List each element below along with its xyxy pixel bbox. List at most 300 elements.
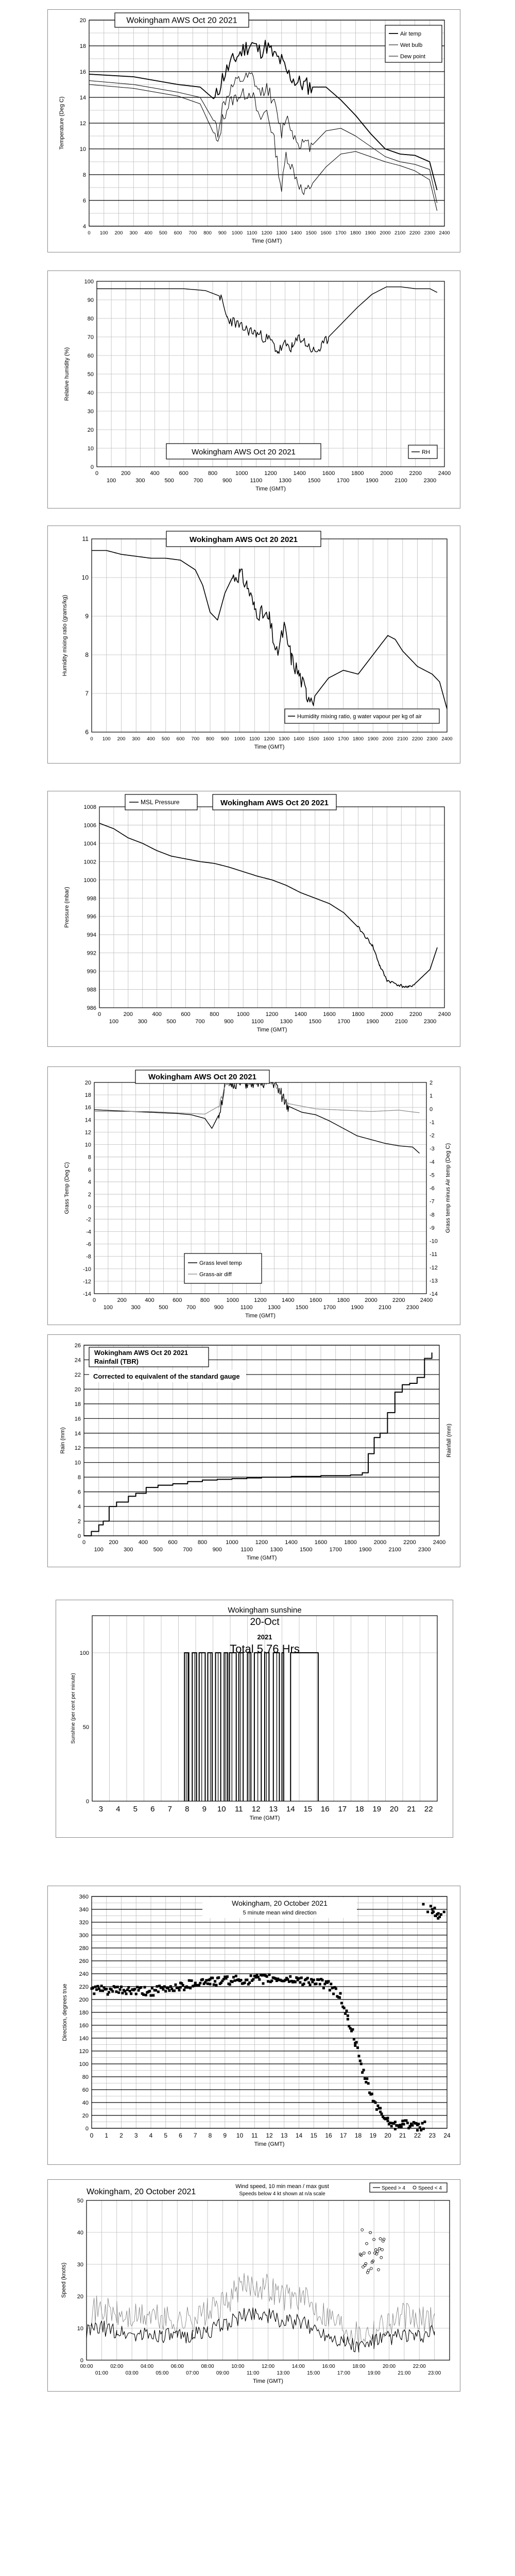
- x-tick-label: 21: [407, 1805, 416, 1814]
- x-tick-label: 6: [150, 1805, 155, 1814]
- direction-point: [215, 1984, 217, 1987]
- x-tick-label: 1800: [352, 1011, 365, 1018]
- direction-point: [417, 2123, 420, 2125]
- y-tick-label: -1: [430, 1119, 435, 1126]
- y-tick-label: -14: [430, 1291, 438, 1297]
- x-tick-label: 1500: [300, 1547, 313, 1553]
- x-tick-label: 300: [135, 478, 145, 484]
- direction-point: [145, 1994, 147, 1996]
- x-tick-label: 800: [197, 1539, 208, 1546]
- x-tick-label: 11: [251, 2132, 258, 2139]
- direction-point: [361, 2071, 364, 2074]
- x-tick-label: 600: [179, 470, 188, 477]
- direction-point: [135, 1993, 138, 1995]
- direction-point: [374, 2102, 377, 2104]
- x-tick-label: 17: [338, 1805, 347, 1814]
- x-tick-label: 2100: [397, 736, 408, 742]
- y-tick-label: 1008: [83, 804, 96, 810]
- y-tick-label: -14: [83, 1291, 91, 1297]
- x-axis-label: Time (GMT): [254, 2141, 285, 2147]
- direction-point: [96, 1985, 99, 1988]
- x-tick-label: 100: [106, 478, 116, 484]
- y-tick-label: 0: [90, 464, 94, 470]
- direction-point: [289, 1975, 291, 1978]
- direction-point: [365, 2081, 367, 2083]
- direction-point: [437, 1912, 440, 1914]
- x-tick-label: 1600: [320, 230, 332, 236]
- y-tick-label: 280: [79, 1945, 89, 1952]
- x-tick-label: 1200: [265, 1011, 279, 1018]
- x-tick-label: 8: [185, 1805, 190, 1814]
- speed-chart: [48, 2180, 460, 2391]
- low-speed-point: [379, 2238, 382, 2240]
- x-tick-label: 300: [129, 230, 138, 236]
- x-tick-label: 1600: [309, 1297, 322, 1303]
- x-tick-label: 2400: [438, 1011, 451, 1018]
- y-tick-label: 4: [82, 224, 86, 230]
- y-tick-label: 100: [84, 279, 94, 285]
- y-tick-label: 6: [85, 728, 89, 736]
- x-tick-label: 1900: [366, 1019, 379, 1025]
- direction-point: [347, 2014, 349, 2017]
- x-tick-label: 11:00: [246, 2370, 260, 2376]
- x-tick-label: 2000: [373, 1539, 387, 1546]
- x-tick-label: 18: [354, 2132, 362, 2139]
- direction-point: [156, 1985, 158, 1988]
- y-tick-label: 140: [79, 2036, 89, 2042]
- direction-point: [364, 2077, 366, 2080]
- y-tick-label: -6: [430, 1185, 435, 1192]
- x-tick-label: 14: [295, 2132, 303, 2139]
- direction-point: [177, 1987, 179, 1989]
- y-tick-label: 6: [82, 198, 86, 204]
- y-tick-label: 14: [79, 95, 86, 101]
- x-tick-label: 08:00: [201, 2364, 214, 2369]
- x-tick-label: 1100: [250, 478, 263, 484]
- direction-point: [270, 1979, 273, 1982]
- direction-point: [169, 1985, 172, 1988]
- x-tick-label: 10: [217, 1805, 226, 1814]
- direction-point: [340, 2002, 343, 2004]
- sunshine-burst: [239, 1653, 243, 1801]
- direction-point: [354, 2044, 356, 2047]
- x-tick-label: 3: [98, 1805, 103, 1814]
- direction-point: [403, 2123, 405, 2126]
- y-tick-label: 8: [88, 1154, 91, 1161]
- direction-point: [248, 1981, 251, 1984]
- direction-point: [191, 1979, 193, 1982]
- direction-point: [142, 1993, 145, 1996]
- x-tick-label: 05:00: [156, 2370, 169, 2376]
- legend-label: Speed < 4: [418, 2185, 442, 2191]
- x-tick-label: 400: [144, 230, 152, 236]
- x-tick-label: 0: [95, 470, 99, 477]
- sunshine-burst: [265, 1653, 269, 1801]
- direction-point: [124, 1990, 126, 1992]
- direction-point: [335, 1987, 337, 1990]
- y-tick-label: 4: [77, 1504, 81, 1511]
- direction-point: [188, 1979, 191, 1982]
- y-tick-label: 8: [85, 651, 89, 658]
- y-axis-label: Grass temp minus Air temp (Deg C): [445, 1143, 451, 1233]
- sunshine-burst: [199, 1653, 205, 1801]
- chart-title: Wokingham AWS Oct 20 2021: [192, 448, 296, 456]
- direction-point: [111, 1990, 114, 1993]
- y-tick-label: -3: [430, 1146, 435, 1153]
- y-tick-label: 20: [82, 2113, 89, 2119]
- x-tick-label: 4: [149, 2132, 153, 2139]
- y-axis-label: Speed (knots): [61, 2262, 67, 2298]
- legend-label: Humidity mixing ratio, g water vapour per kg of air: [297, 714, 422, 720]
- x-tick-label: 5: [133, 1805, 138, 1814]
- direction-point: [434, 1914, 437, 1917]
- pressure-series: [99, 823, 437, 988]
- x-tick-label: 500: [161, 736, 170, 742]
- x-tick-label: 1500: [295, 1304, 308, 1311]
- y-tick-label: 60: [87, 353, 94, 359]
- y-axis-label: Grass Temp (Deg C): [64, 1162, 70, 1214]
- direction-point: [94, 1986, 97, 1988]
- temp-chart-panel: [47, 9, 460, 252]
- x-tick-label: 2300: [406, 1304, 419, 1311]
- x-tick-label: 2400: [438, 470, 451, 477]
- direction-point: [211, 1977, 214, 1979]
- x-tick-label: 1900: [359, 1547, 372, 1553]
- direction-point: [148, 1990, 151, 1992]
- grass-temp-series: [94, 1082, 420, 1154]
- x-tick-label: 1000: [226, 1539, 238, 1546]
- legend-label: Speed > 4: [382, 2185, 405, 2191]
- x-tick-label: 1500: [307, 478, 321, 484]
- legend-label: Air temp: [400, 31, 421, 37]
- x-tick-label: 9: [223, 2132, 227, 2139]
- y-tick-label: 0: [430, 1106, 433, 1113]
- x-tick-label: 400: [150, 470, 160, 477]
- x-tick-label: 2200: [392, 1297, 405, 1303]
- x-tick-label: 2000: [365, 1297, 377, 1303]
- x-tick-label: 1100: [251, 1019, 264, 1025]
- direction-point: [232, 1976, 235, 1978]
- direction-point: [222, 1978, 225, 1980]
- y-tick-label: 120: [79, 2048, 89, 2055]
- direction-point: [401, 2120, 404, 2122]
- direction-point: [266, 1975, 268, 1978]
- x-tick-label: 1300: [268, 1304, 281, 1311]
- direction-point: [252, 1978, 254, 1980]
- y-tick-label: -7: [430, 1198, 435, 1205]
- direction-point: [379, 2107, 382, 2109]
- y-tick-label: 14: [74, 1430, 81, 1437]
- x-tick-label: 1: [105, 2132, 109, 2139]
- x-tick-label: 900: [220, 736, 229, 742]
- direction-point: [437, 1917, 439, 1920]
- chart-title: Wokingham AWS Oct 20 2021: [148, 1073, 257, 1082]
- x-tick-label: 04:00: [140, 2364, 154, 2369]
- x-tick-label: 1000: [235, 470, 248, 477]
- direction-point: [262, 1982, 265, 1985]
- y-tick-label: 24: [74, 1357, 81, 1364]
- direction-point: [363, 2069, 365, 2071]
- direction-point: [416, 2129, 419, 2131]
- direction-point: [307, 1981, 310, 1984]
- direction-point: [129, 1990, 131, 1992]
- x-tick-label: 1400: [285, 1539, 298, 1546]
- x-tick-label: 1500: [308, 736, 319, 742]
- x-tick-label: 7: [193, 2132, 197, 2139]
- x-tick-label: 2000: [382, 736, 393, 742]
- direction-point: [426, 1911, 429, 1913]
- y-tick-label: 8: [82, 172, 86, 178]
- y-tick-label: 16: [84, 1105, 91, 1111]
- y-tick-label: 200: [79, 1997, 89, 2003]
- low-speed-point: [368, 2251, 371, 2254]
- direction-point: [345, 2009, 348, 2012]
- chart-title: Wokingham sunshine: [228, 1606, 302, 1615]
- x-tick-label: 1000: [234, 736, 246, 742]
- grass-chart-panel: [47, 1066, 460, 1325]
- y-tick-label: 20: [87, 427, 94, 433]
- y-tick-label: 90: [87, 297, 94, 303]
- y-tick-label: 998: [87, 895, 96, 902]
- x-tick-label: 1700: [336, 478, 350, 484]
- x-tick-label: 2100: [388, 1547, 401, 1553]
- legend-label: Grass level temp: [199, 1260, 242, 1266]
- direction-point: [375, 2108, 378, 2111]
- y-tick-label: -13: [430, 1278, 438, 1284]
- direction-point: [256, 1974, 259, 1976]
- y-tick-label: -2: [430, 1132, 435, 1139]
- x-tick-label: 07:00: [186, 2370, 199, 2376]
- direction-point: [205, 1979, 208, 1981]
- direction-point: [332, 1993, 335, 1995]
- direction-point: [331, 1987, 334, 1989]
- x-tick-label: 1400: [282, 1297, 295, 1303]
- direction-point: [421, 2122, 424, 2125]
- y-tick-label: 994: [87, 932, 96, 939]
- direction-point: [310, 1978, 313, 1980]
- x-tick-label: 19: [372, 1805, 382, 1814]
- y-axis-label: Humidity mixing ratio (grams/kg): [62, 595, 68, 676]
- rain-chart: [48, 1335, 460, 1567]
- x-tick-label: 2200: [411, 736, 423, 742]
- x-tick-label: 20:00: [382, 2364, 396, 2369]
- low-speed-point: [378, 2247, 381, 2250]
- x-tick-label: 2400: [441, 736, 453, 742]
- y-tick-label: 26: [74, 1343, 81, 1349]
- x-tick-label: 13: [269, 1805, 278, 1814]
- direction-point: [317, 1978, 320, 1981]
- x-tick-label: 1500: [305, 230, 317, 236]
- direction-point: [254, 1976, 257, 1978]
- y-tick-label: 30: [77, 2262, 83, 2268]
- legend-label: MSL Pressure: [141, 799, 180, 806]
- x-tick-label: 500: [159, 230, 167, 236]
- x-tick-label: 2100: [394, 478, 407, 484]
- x-tick-label: 700: [191, 736, 200, 742]
- direction-point: [299, 1981, 301, 1984]
- x-tick-label: 6: [179, 2132, 182, 2139]
- direction-point: [126, 1989, 129, 1991]
- x-tick-label: 2200: [409, 1011, 422, 1018]
- y-tick-label: 20: [77, 2294, 83, 2300]
- direction-point: [303, 1982, 305, 1985]
- x-tick-label: 18: [355, 1805, 364, 1814]
- x-tick-label: 1000: [226, 1297, 239, 1303]
- x-tick-label: 600: [181, 1011, 191, 1018]
- y-tick-label: -10: [430, 1238, 438, 1245]
- y-tick-label: 16: [74, 1416, 81, 1422]
- y-tick-label: 6: [88, 1166, 91, 1173]
- x-tick-label: 09:00: [216, 2370, 229, 2376]
- x-tick-label: 1700: [335, 230, 347, 236]
- direction-point: [235, 1975, 237, 1977]
- direction-point: [93, 1992, 95, 1995]
- y-tick-label: 990: [87, 969, 96, 975]
- x-tick-label: 10:00: [231, 2364, 245, 2369]
- x-tick-label: 1700: [323, 1304, 336, 1311]
- y-tick-label: 30: [87, 409, 94, 415]
- legend-label: Wet bulb: [400, 42, 423, 48]
- low-speed-point: [361, 2229, 364, 2231]
- x-tick-label: 900: [218, 230, 227, 236]
- x-axis-label: Time (GMT): [254, 744, 285, 750]
- direction-point: [226, 1975, 229, 1978]
- x-tick-label: 1900: [351, 1304, 364, 1311]
- direction-point: [209, 1983, 212, 1986]
- direction-point: [288, 1980, 290, 1983]
- x-tick-label: 16:00: [322, 2364, 335, 2369]
- x-tick-label: 2200: [409, 470, 422, 477]
- x-tick-label: 4: [116, 1805, 121, 1814]
- y-tick-label: 50: [87, 371, 94, 378]
- y-tick-label: -8: [86, 1253, 91, 1260]
- x-tick-label: 1100: [240, 1304, 253, 1311]
- x-tick-label: 100: [103, 1304, 113, 1311]
- x-tick-label: 600: [174, 230, 182, 236]
- direction-point: [92, 1987, 94, 1989]
- direction-point: [168, 1989, 170, 1992]
- sunshine-burst: [282, 1653, 284, 1801]
- y-tick-label: 80: [82, 2074, 89, 2080]
- direction-point: [183, 1989, 185, 1991]
- direction-point: [105, 1988, 108, 1990]
- y-tick-label: 40: [82, 2100, 89, 2106]
- y-axis-label: Sunshine (per cent per minute): [71, 1673, 76, 1744]
- y-tick-label: -12: [430, 1264, 438, 1271]
- x-tick-label: 9: [202, 1805, 207, 1814]
- y-tick-label: -2: [86, 1216, 91, 1223]
- y-axis-label: Direction, degrees true: [62, 1984, 68, 2041]
- x-tick-label: 13: [281, 2132, 288, 2139]
- direction-point: [306, 1977, 309, 1979]
- x-tick-label: 1800: [337, 1297, 350, 1303]
- x-tick-label: 900: [222, 478, 232, 484]
- x-tick-label: 200: [117, 1297, 127, 1303]
- x-tick-label: 700: [188, 230, 197, 236]
- y-tick-label: -5: [430, 1172, 435, 1179]
- y-tick-label: 996: [87, 913, 96, 920]
- direction-point: [422, 1903, 425, 1906]
- rain-chart-panel: [47, 1334, 460, 1567]
- direction-point: [434, 1907, 436, 1909]
- x-tick-label: 200: [123, 1011, 133, 1018]
- x-tick-label: 1200: [264, 470, 277, 477]
- y-tick-label: -10: [83, 1266, 91, 1273]
- direction-point: [229, 1983, 231, 1986]
- direction-point: [154, 1989, 157, 1992]
- x-tick-label: 200: [117, 736, 126, 742]
- direction-point: [250, 1974, 252, 1977]
- direction-point: [125, 1992, 128, 1995]
- x-tick-label: 14:00: [291, 2364, 305, 2369]
- direction-point: [130, 1992, 132, 1995]
- grass-chart: [48, 1067, 460, 1325]
- x-tick-label: 0: [82, 1539, 86, 1546]
- direction-point: [329, 1989, 331, 1991]
- low-speed-point: [369, 2231, 372, 2234]
- x-tick-label: 2100: [395, 1019, 408, 1025]
- y-tick-label: 6: [77, 1489, 81, 1496]
- x-tick-label: 21:00: [398, 2370, 411, 2376]
- sunshine-burst: [290, 1653, 318, 1801]
- x-tick-label: 1600: [314, 1539, 328, 1546]
- x-tick-label: 300: [132, 736, 141, 742]
- x-tick-label: 1200: [264, 736, 275, 742]
- mix-chart: [48, 526, 460, 763]
- x-tick-label: 22: [424, 1805, 433, 1814]
- direction-point: [231, 1980, 234, 1983]
- x-tick-label: 1900: [365, 230, 376, 236]
- pres-chart: [48, 791, 460, 1046]
- x-tick-label: 1900: [366, 478, 379, 484]
- y-tick-label: 0: [88, 1204, 91, 1211]
- direction-point: [217, 1976, 220, 1979]
- direction-point: [300, 1976, 303, 1979]
- x-tick-label: 1100: [249, 736, 260, 742]
- direction-point: [387, 2117, 389, 2120]
- direction-point: [376, 2105, 379, 2107]
- x-tick-label: 14: [286, 1805, 295, 1814]
- direction-point: [116, 1986, 119, 1988]
- y-tick-label: 10: [84, 1142, 91, 1148]
- chart-date: 20-Oct: [250, 1617, 280, 1628]
- direction-point: [108, 1991, 110, 1994]
- x-tick-label: 500: [153, 1547, 163, 1553]
- x-tick-label: 2000: [381, 1011, 393, 1018]
- direction-point: [201, 1978, 204, 1981]
- legend-label: Dew point: [400, 54, 425, 60]
- y-tick-label: 80: [87, 316, 94, 322]
- y-tick-label: 0: [85, 1799, 89, 1805]
- low-speed-point: [380, 2256, 383, 2259]
- x-tick-label: 1400: [290, 230, 302, 236]
- y-tick-label: 0: [80, 2358, 83, 2364]
- y-tick-label: 100: [79, 2061, 89, 2067]
- x-tick-label: 3: [134, 2132, 138, 2139]
- direction-point: [136, 1986, 139, 1988]
- direction-point: [120, 1986, 123, 1988]
- x-tick-label: 8: [208, 2132, 212, 2139]
- chart-year: 2021: [257, 1633, 272, 1641]
- direction-point: [268, 1973, 271, 1976]
- x-tick-label: 800: [200, 1297, 210, 1303]
- sunshine-total: Total 5.76 Hrs: [230, 1642, 300, 1655]
- direction-point: [357, 2055, 360, 2057]
- x-tick-label: 2400: [433, 1539, 446, 1546]
- direction-point: [167, 1987, 169, 1990]
- direction-point: [258, 1978, 261, 1981]
- y-tick-label: 992: [87, 950, 96, 957]
